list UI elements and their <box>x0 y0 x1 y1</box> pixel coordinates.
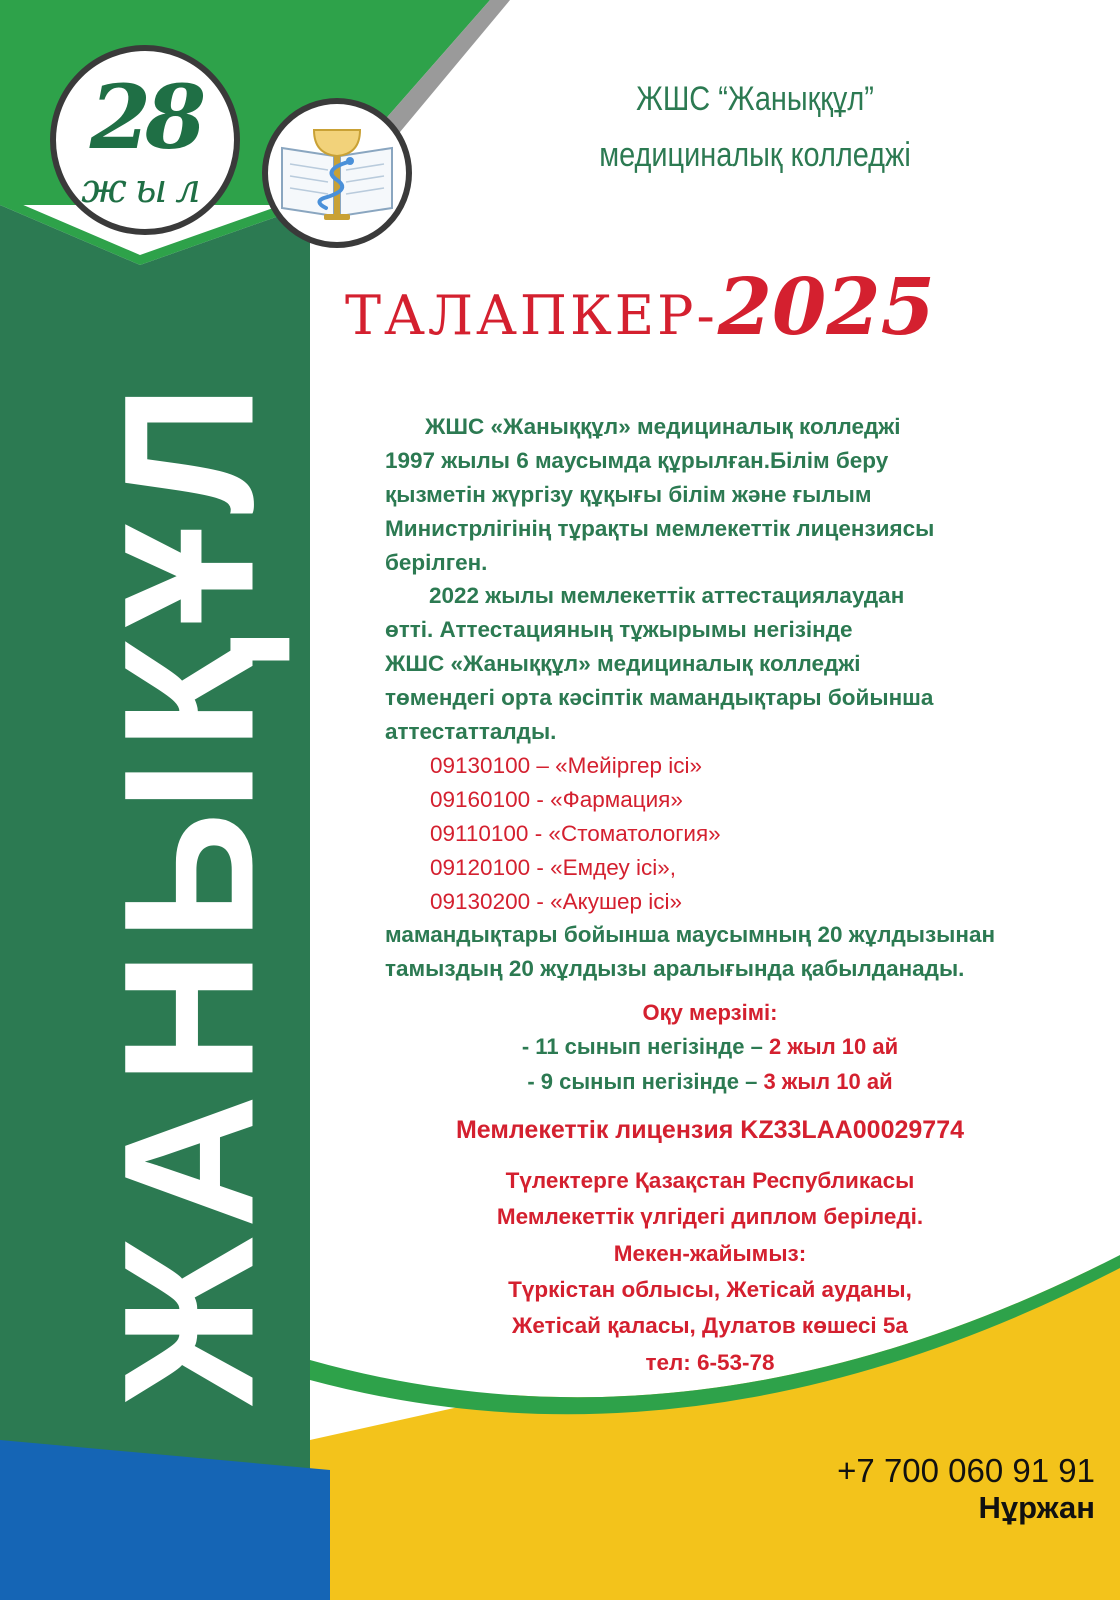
study-duration: 2 жыл 10 ай <box>768 1034 899 1059</box>
list-item: 09130200 - «Акушер ісі» <box>430 889 683 914</box>
state-license: Мемлекеттік лицензия KZ33LAA00029774 <box>455 1116 965 1144</box>
contact-name: Нұржан <box>978 1490 1095 1525</box>
text-line: қызметін жүргізу құқығы білім және ғылым <box>385 482 872 507</box>
text-line: ЖШС «Жаныққұл» медициналық колледжі <box>425 414 901 439</box>
org-name-line2: медициналық колледжі <box>599 136 911 174</box>
text-line: ЖШС «Жаныққұл» медициналық колледжі <box>385 651 861 676</box>
admission-paragraph <box>385 918 1085 986</box>
text-line: Министрлігінің тұрақты мемлекеттік лицензиясы <box>385 516 935 541</box>
attestation-paragraph <box>385 579 1065 749</box>
address-line: Жетісай қаласы, Дулатов көшесі 5а <box>512 1313 908 1338</box>
list-item: 09110100 - «Стоматология» <box>430 821 721 846</box>
study-basis: - 11 сынып негізінде – <box>521 1034 769 1059</box>
page-title <box>345 262 1105 362</box>
title-year: 2025 <box>717 262 935 353</box>
org-name-line1: ЖШС “Жаныққұл” <box>636 80 874 118</box>
text-line: мамандықтары бойынша маусымның 20 жұлдызынан <box>385 922 996 947</box>
list-item: 09120100 - «Емдеу ісі», <box>430 855 676 880</box>
list-item: 09130100 – «Мейіргер ісі» <box>430 753 702 778</box>
anniversary-badge <box>50 45 240 235</box>
address-label: Мекен-жайымыз: <box>613 1241 807 1266</box>
badge-word: жыл <box>81 166 209 212</box>
intro-paragraph <box>385 410 1065 580</box>
specialty-list <box>430 749 930 919</box>
text-line: 2022 жылы мемлекеттік аттестациялаудан <box>429 583 905 608</box>
diploma-info: Түлектерге Қазақстан Республикасы <box>505 1168 915 1193</box>
vertical-brand-name: ЖАНЫҚҰЛ <box>86 374 293 1406</box>
badge-number: 28 <box>89 65 201 169</box>
study-period-title: Оқу мерзімі: <box>642 1000 778 1025</box>
study-period-line <box>330 1069 1090 1095</box>
office-phone: тел: 6-53-78 <box>645 1350 775 1375</box>
text-line: өтті. Аттестацияның тұжырымы негізінде <box>385 617 853 642</box>
list-item: 09160100 - «Фармация» <box>430 787 683 812</box>
study-duration: 3 жыл 10 ай <box>763 1069 893 1094</box>
study-period-line <box>330 1034 1090 1060</box>
text-line: төмендегі орта кәсіптік мамандықтары бойынша <box>385 685 934 710</box>
contact-phone: +7 700 060 91 91 <box>837 1452 1095 1489</box>
caduceus-book-icon <box>268 104 406 242</box>
text-line: берілген. <box>385 550 488 575</box>
diploma-info: Мемлекеттік үлгідегі диплом беріледі. <box>496 1204 924 1229</box>
title-word: ТАЛАПКЕР- <box>345 284 718 347</box>
study-basis: - 9 сынып негізінде – <box>527 1069 764 1094</box>
medical-college-logo <box>262 98 412 248</box>
text-line: 1997 жылы 6 маусымда құрылған.Білім беру <box>385 448 889 473</box>
address-line: Түркістан облысы, Жетісай ауданы, <box>508 1277 912 1302</box>
text-line: тамыздың 20 жұлдызы аралығында қабылданады. <box>385 956 965 981</box>
text-line: аттестатталды. <box>385 719 557 744</box>
